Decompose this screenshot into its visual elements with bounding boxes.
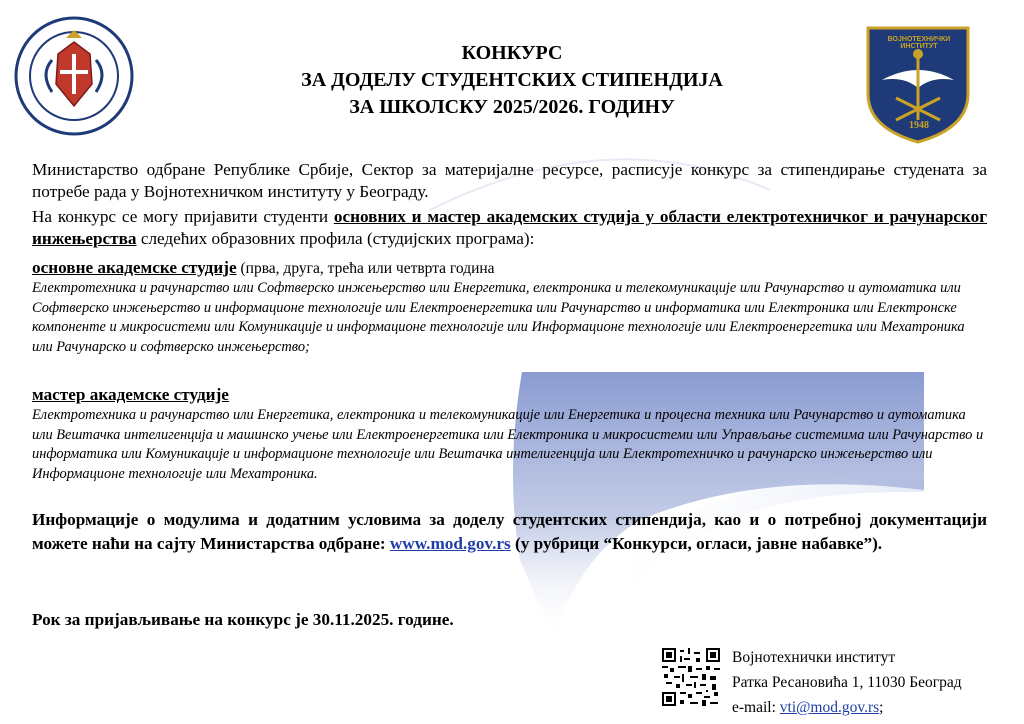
master-studies-heading-row: [32, 384, 987, 406]
contact-institute: Војнотехнички институт: [732, 649, 896, 666]
basic-studies-heading: основне академске студије: [32, 258, 237, 277]
intro-paragraph-2-start: На конкурс се могу пријавити студенти: [32, 207, 334, 226]
basic-studies-programs: Електротехника и рачунарство или Софтверско инжењерство или Енергетика, електроника и телекомуникације или Рачунарство и аутоматика или Софтверско инжењерство и информационе технологије или Електроенергетика или Рачунарство и информатика или Електроника или Електронске компоненте и микросистеми или Комуникације и информационе технологије или Информационе технологије или Електроенергетика или Мехатроника или Рачунарско и софтверско инжењерство;: [32, 280, 965, 355]
contact-block: [732, 645, 962, 720]
info-text-start: Информације о модулима и додатним условима за доделу студентских стипендија, као и о потребној документацији можете наћи на сајту Министарства одбране:: [32, 510, 987, 553]
ministry-emblem-icon: [12, 14, 138, 136]
title-line-3: ЗА ШКОЛСКУ 2025/2026. ГОДИНУ: [349, 96, 675, 118]
page-title: [200, 40, 824, 121]
intro-paragraph-1: Министарство одбране Републике Србије, Сектор за материјалне ресурсе, расписује конкурс за стипендирање студената за потребе рада у Војнотехничком институту у Београду.: [32, 160, 987, 201]
contact-email-link[interactable]: vti@mod.gov.rs: [779, 699, 880, 716]
contact-email-row: [732, 695, 962, 720]
title-line-1: КОНКУРС: [461, 42, 563, 64]
basic-studies-heading-row: [32, 257, 987, 280]
contact-email-suffix: ;: [879, 699, 884, 716]
vti-emblem-label: ВОЈНОТЕХНИЧКИ ИНСТИТУТ: [887, 36, 951, 50]
master-studies-programs: Електротехника и рачунарство или Енергетика, електроника и телекомуникације или Енергетика и процесна техника или Рачунарство и аутоматика или Вештачка интелигенција и машинско учење или Електроенергетика или Електроника и микросистеми или Управљање системима или Рачунарство и информатика или Комуникације и информационе технологије или Вештачка интелигенција или Електротехничко и рачунарско инжењерство или Информационе технологије или Мехатроника.: [32, 407, 984, 482]
master-studies-heading: мастер академске студије: [32, 385, 229, 404]
contact-email-label: e-mail:: [732, 699, 780, 716]
qr-code-icon[interactable]: [662, 648, 720, 706]
basic-studies-note: (прва, друга, трећа или четврта година: [236, 260, 495, 277]
title-line-2: ЗА ДОДЕЛУ СТУДЕНТСКИХ СТИПЕНДИЈА: [301, 69, 723, 91]
study-area: основних и мастер академских студија у области електротехничког и рачунарског инжењерства: [32, 207, 988, 248]
vti-emblem-year: 1948: [909, 120, 929, 131]
intro-paragraph-2-end: следећих образовних профила (студијских програма):: [136, 229, 535, 248]
info-paragraph: [32, 508, 987, 556]
mod-website-link[interactable]: www.mod.gov.rs: [389, 534, 511, 553]
intro-paragraph-2: [32, 206, 987, 250]
deadline-text: Рок за пријављивање на конкурс је 30.11.2025. године.: [32, 610, 454, 629]
contact-address: Ратка Ресановића 1, 11030 Београд: [732, 674, 962, 691]
info-text-end: (у рубрици “Конкурси, огласи, јавне набавке”).: [510, 534, 883, 553]
